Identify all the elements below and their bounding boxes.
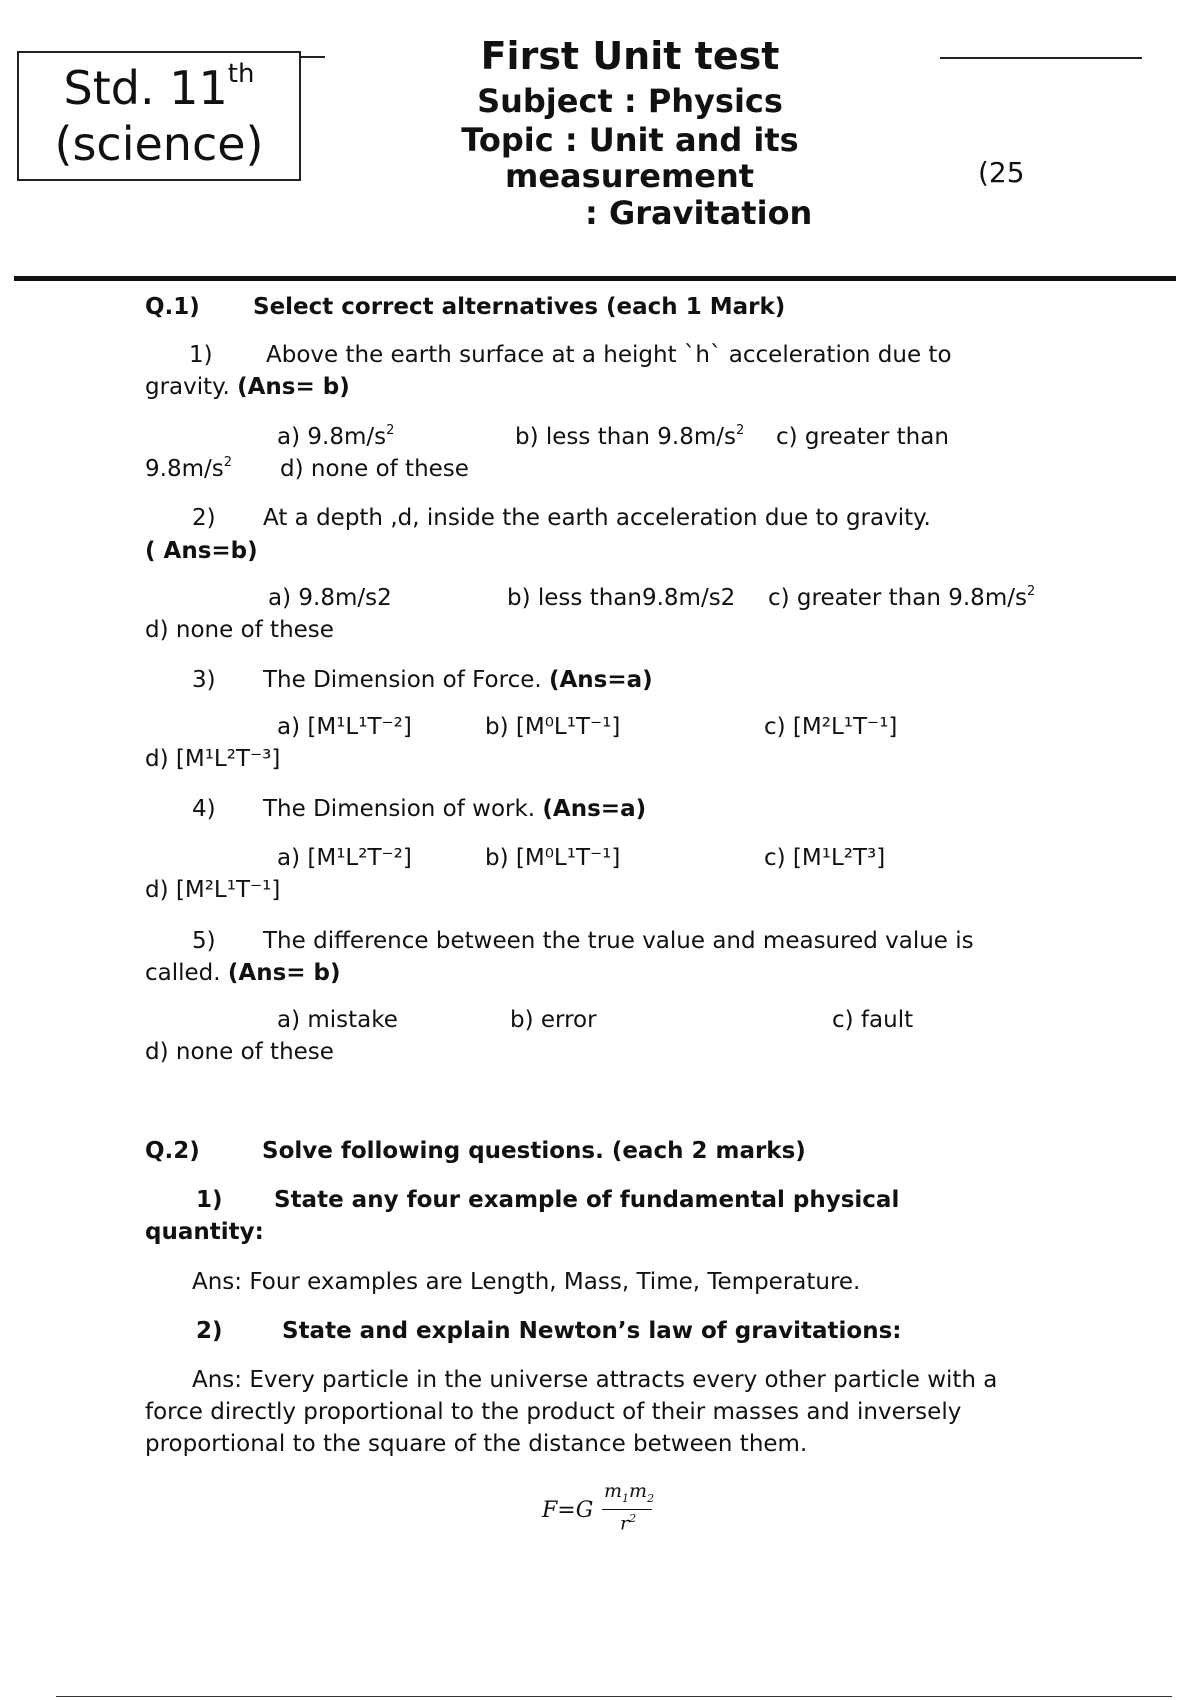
- q1-item5-option-a: a) mistake: [277, 1007, 398, 1033]
- q2-item2-answer-line-3: proportional to the square of the distance between them.: [145, 1431, 808, 1457]
- q1-item1-text: Above the earth surface at a height `h` acceleration due to: [266, 342, 952, 368]
- formula-fraction-bar: [602, 1509, 652, 1510]
- q1-item1-option-b: b) less than $9.8m/s^2$: [515, 423, 745, 450]
- q1-item5-number: 5): [192, 928, 216, 954]
- q1-item1-option-d: d) none of these: [280, 456, 469, 482]
- subject-line: Subject : Physics: [477, 82, 783, 120]
- q2-item1-number: 1): [196, 1187, 223, 1213]
- q1-item3-option-a: a) [M¹L¹T⁻²]: [277, 714, 412, 740]
- q1-item3-option-c: c) [M²L¹T⁻¹]: [764, 714, 898, 740]
- q2-item1-text-cont: quantity:: [145, 1219, 264, 1245]
- q1-item3-number: 3): [192, 667, 216, 693]
- q1-item4-answer: (Ans=a): [542, 796, 647, 822]
- marks-label: (25: [978, 156, 1025, 189]
- formula-lhs: F=G: [542, 1498, 594, 1523]
- q2-item2-answer-line-2: force directly proportional to the product of their masses and inversely: [145, 1399, 962, 1425]
- q1-item2-option-b: b) less than9.8m/s2: [507, 585, 736, 611]
- topic-line-2: measurement: [505, 157, 755, 195]
- q1-item2-text: At a depth ,d, inside the earth acceleration due to gravity.: [263, 505, 931, 531]
- formula-numerator: $m_1m_2$: [604, 1480, 655, 1505]
- q1-item1-option-c: c) greater than: [776, 424, 949, 450]
- q2-heading: Solve following questions. (each 2 marks): [262, 1138, 806, 1164]
- q1-item4-number: 4): [192, 796, 216, 822]
- q1-item1-text-cont: gravity. (Ans= b): [145, 374, 350, 400]
- q1-item5-option-c: c) fault: [832, 1007, 914, 1033]
- q1-item2-number: 2): [192, 505, 216, 531]
- footer-line: [56, 1696, 1172, 1697]
- q1-heading: Select correct alternatives (each 1 Mark): [253, 294, 786, 320]
- q1-item3-answer: (Ans=a): [549, 667, 653, 693]
- q1-item4-option-b: b) [M⁰L¹T⁻¹]: [485, 845, 621, 871]
- q1-item1-answer: (Ans= b): [237, 374, 350, 400]
- q1-item2-option-c: c) greater than $9.8m/s^2$: [768, 584, 1036, 611]
- q2-item1-text: State any four example of fundamental physical: [274, 1187, 900, 1213]
- q1-number: Q.1): [145, 294, 200, 320]
- q1-item2-option-a: a) 9.8m/s2: [268, 585, 392, 611]
- q1-item5-option-b: b) error: [510, 1007, 597, 1033]
- q1-item4-option-d: d) [M²L¹T⁻¹]: [145, 877, 281, 903]
- gravitation-formula: [542, 1480, 682, 1550]
- q1-item3-option-d: d) [M¹L²T⁻³]: [145, 746, 281, 772]
- topic-line-1: Topic : Unit and its: [461, 121, 799, 159]
- header-divider: [14, 276, 1176, 281]
- q2-item1-answer: Ans: Four examples are Length, Mass, Time, Temperature.: [192, 1269, 861, 1295]
- q1-item5-option-d: d) none of these: [145, 1039, 334, 1065]
- formula-denominator: $r^2$: [620, 1512, 637, 1535]
- q1-item3-text: The Dimension of Force. (Ans=a): [263, 667, 653, 693]
- q1-item5-text-cont: called. (Ans= b): [145, 960, 341, 986]
- q2-number: Q.2): [145, 1138, 200, 1164]
- class-line-2: (science): [54, 117, 264, 171]
- q1-item3-option-b: b) [M⁰L¹T⁻¹]: [485, 714, 621, 740]
- class-line-1: Std. 11th: [63, 59, 255, 115]
- q1-item5-text: The difference between the true value and measured value is: [263, 928, 974, 954]
- q1-item1-number: 1): [189, 342, 213, 368]
- q1-item4-option-c: c) [M¹L²T³]: [764, 845, 886, 871]
- q1-item1-option-a: a) $9.8m/s^2$: [277, 423, 395, 450]
- q2-item2-number: 2): [196, 1318, 223, 1344]
- q1-item4-text: The Dimension of work. (Ans=a): [263, 796, 647, 822]
- q1-item2-answer: ( Ans=b): [145, 538, 258, 564]
- page-title: First Unit test: [480, 34, 780, 78]
- q2-item2-text: State and explain Newton’s law of gravitations:: [282, 1318, 902, 1344]
- q1-item5-answer: (Ans= b): [227, 960, 341, 986]
- class-box: [17, 51, 301, 181]
- q1-item1-option-c-cont: $9.8m/s^2$: [145, 455, 232, 482]
- class-superscript: th: [227, 59, 255, 89]
- header-tick-line: [301, 56, 325, 58]
- q1-item4-option-a: a) [M¹L²T⁻²]: [277, 845, 412, 871]
- q1-item2-option-d: d) none of these: [145, 617, 334, 643]
- header-right-line: [940, 57, 1142, 59]
- topic-line-3: : Gravitation: [585, 194, 813, 232]
- q2-item2-answer-line-1: Ans: Every particle in the universe attracts every other particle with a: [192, 1367, 998, 1393]
